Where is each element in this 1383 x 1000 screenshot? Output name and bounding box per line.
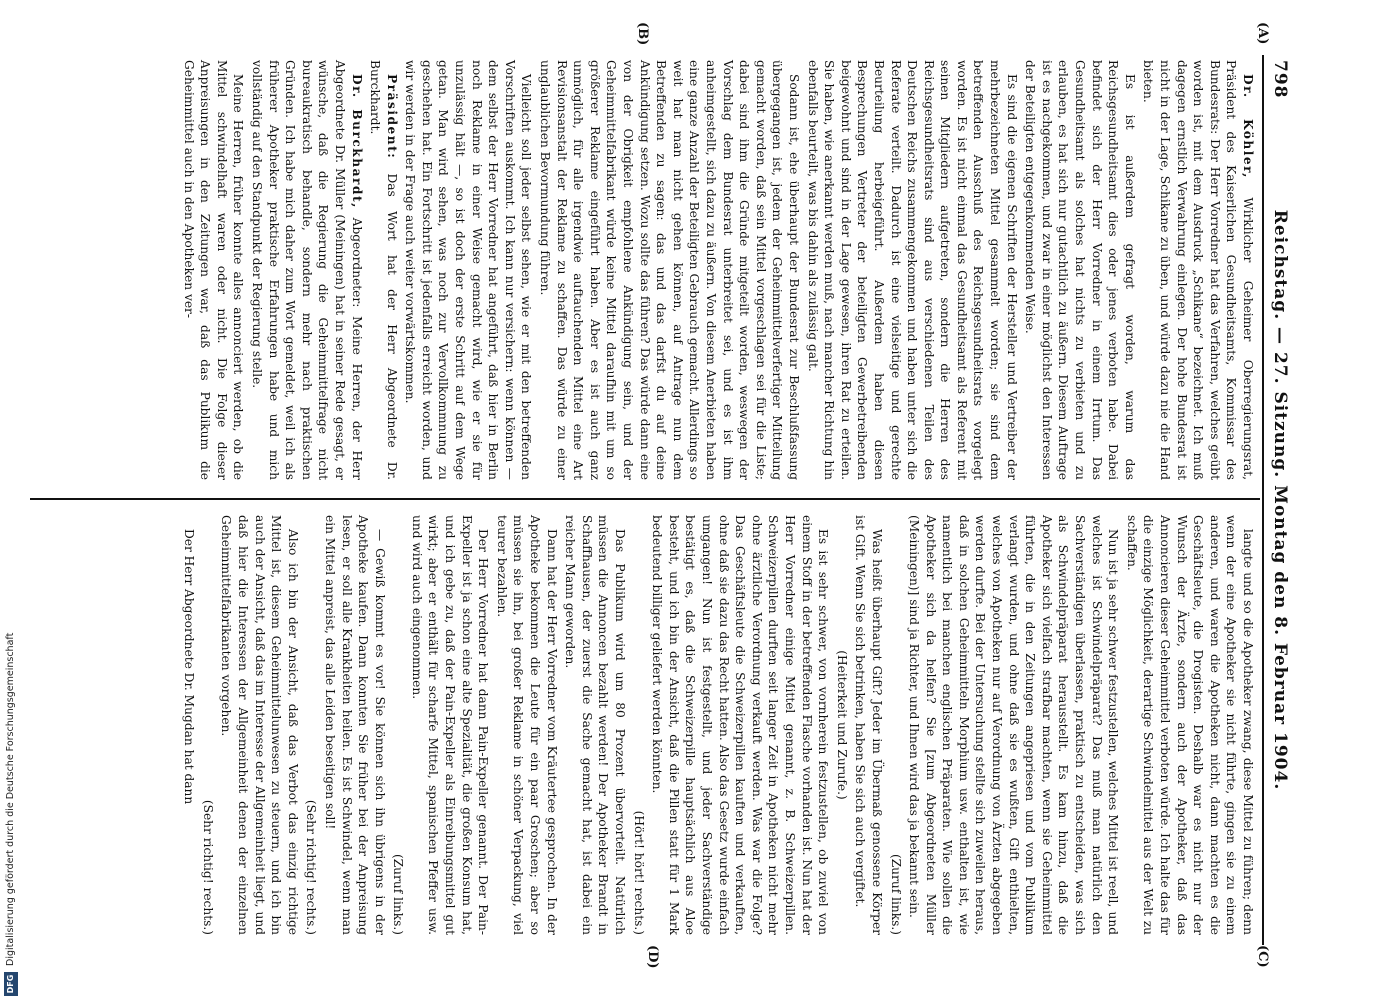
speaker-name: Dr. Burckhardt, [349,74,364,209]
speaker-name: Dr. Köhler, [1241,74,1255,179]
margin-marker-b: (B) [635,22,650,46]
paragraph: Meine Herren, früher konnte alles annonciert werden, ob die Mittel schwindelhaft waren oder nicht. Die Folge dieser Anpreisungen in den Zeitungen war, daß das Publikum die Geheimmittel auch in den Apotheken ver- [181,60,246,480]
paragraph [367,60,400,480]
interjection: (Hört! hört! rechts.) [631,810,646,935]
column-divider [30,498,1260,500]
paragraph: Was heißt überhaupt Gift? Jeder im Übermaß genossene Körper ist Gift. Wenn Sie sich betrinken, haben Sie sich auch vergiftet. [853,515,884,935]
interjection: (Sehr richtig! rechts.) [200,799,215,935]
page-header [1266,60,1296,940]
paragraph: Es ist außerdem gefragt worden, warum das Reichsgesundheitsamt dies oder jenes verboten habe. Dabei befindet sich der Herr Vorredner in einem Irrtum. Das Gesundheitsamt als solches hat nichts zu verbieten und zu erlauben, es hat sich nur gutachtlich zu äußern. Diesem Auftrage ist es nachgekommen, und zwar in einer möglichst den Interessen der Beteiligten entgegenkommenden Weise. [1023,60,1137,480]
interjection: (Heiterkeit und Zurufe.) [834,650,849,800]
paragraph-text: Abgeordneter: Meine Herren, der Herr Abgeordnete Dr. Müller (Meiningen) hat in seiner Rede gesagt, er wünsche, daß die Regierung die Geheimmittelfrage nicht bureaukratisch behandle, sondern mehr nach praktischen Gründen. Ich habe mich daher zum Wort gemeldet, weil ich als früherer Apotheker praktische Erfahrungen habe und mich vollständig auf den Standpunkt der Regierung stelle. [249,60,364,480]
paragraph: Der Herr Abgeordnete Dr. Mugdan hat dann [182,529,197,805]
paragraph: Vielleicht soll jeder selbst sehen, wie er mit den betreffenden Vorschriften auskommt. Ich kann nur versichern: wenn können — dem selbst der Herr Vorredner hat angeführt, daß hier in Berlin noch Reklame in einer Weise gemacht wird, wie er sie für unzulässig hält —, so ist doch der erste Schritt auf dem Wege getan. Man wird sehen, was noch zur Vervollkommnung zu geschehen hat. Ein Fortschritt ist jedenfalls erreicht worden, und wir werden in der Frage auch weiter vorwärtskommen. [403,60,534,480]
header-rule [1262,55,1264,945]
paragraph: Dann hat der Herr Vorredner vom Kräutertee gesprochen. In der Apotheke bekommen die Leute für ein paar Groschen; aber so müssen sie ihn, bei großer Reklame in schöner Verpackung, viel teurer bezahlen. [494,515,559,935]
interjection: (Zuruf links.) [391,853,406,935]
paragraph: langte und so die Apotheker zwang, diese Mittel zu führen; denn wenn der eine Apotheker sie nicht führte, gingen sie zu einem anderen, und waren die Apotheken nicht, dann machten es die Geschäftsleute, die Drogisten. Deshalb war es nicht nur der Wunsch der Ärzte, sondern auch der Apotheker, daß das Annoncieren dieser Geheimmittel verboten würde. Ich halte das für die einzige Möglichkeit, derartige Schwindelmittel aus der Welt zu schaffen. [1124,515,1255,935]
digitization-note [0,0,24,1000]
paragraph-text: Das Wort hat der Herr Abgeordnete Dr. Burckhardt. [368,60,399,481]
interjection: (Sehr richtig! rechts.) [304,799,319,935]
digitization-credit: Digitalisierung gefördert durch die Deutsche Forschungsgemeinschaft [5,632,16,966]
right-column [179,515,1256,935]
left-column [178,60,1256,480]
paragraph: Nun ist ja sehr schwer festzustellen, welches Mittel ist reell, und welches ist Schwindelpräparat? Das muß man natürlich den Sachverständigen überlassen, praktisch zu entscheiden, was sich als Schwindelpräparat herausstellt. Es kam hinzu, daß die Apotheker sich vielfach strafbar machten, wenn sie Geheimmittel führten, die in den Zeitungen angepriesen und vom Publikum verlangt wurden, und ohne daß sie es wußten, Gift enthielten, welches von Apotheken nur auf Verordnung von Ärzten abgegeben werden durfte. Bei der Untersuchung stellte sich zuweilen heraus, daß in solchen Geheimmitteln Morphium usw. enthalten ist, wie namentlich bei manchen englischen Präparaten. Wie sollen die Apotheker sich da helfen? Sie [zum Abgeordneten Müller (Meiningen)] sind ja Richter, und Ihnen wird das ja bekannt sein. [907,515,1121,935]
paragraph [1140,60,1256,480]
speaker-name: Präsident: [384,74,399,160]
paragraph: Der Herr Vorredner hat dann Pain-Expeller genannt. Der Pain-Expeller ist ja schon eine alte Spezialität, die großen Konsum hat, und ich gebe zu, daß der Pain-Expeller als Einreibungsmittel gut wirkt; aber er enthält für scharfe Mittel, spanischen Pfeffer usw. und wird auch eingenommen. [409,515,491,935]
running-head: Reichstag. — 27. Sitzung. Montag den 8. Februar 1904. [1270,209,1290,791]
margin-marker-c: (C) [1255,945,1270,968]
interjection: (Zuruf links.) [888,853,903,935]
paragraph: — Gewiß kommt es vor! Sie können sich ihn übrigens in der Apotheke kaufen. Dann konnten Sie früher bei der Anpreisung lesen, er soll alle Krankheiten heilen. Es ist Schwindel, wenn man ein Mittel anpreist, das alle Leiden beseitigen soll! [322,515,387,935]
paragraph [248,60,364,480]
margin-marker-d: (D) [645,945,660,969]
paragraph: Also ich bin der Ansicht, daß das Verbot das einzig richtige Mittel ist, diesem Geheimmittelunwesen zu steuern, und ich bin auch der Ansicht, daß das im Interesse der Allgemeinheit liegt, und daß hier die Interessen der Allgemeinheit denen der einzelnen Geheimmittelfabrikanten vorgehen. [219,515,300,935]
paragraph: Das Publikum wird um 80 Prozent übervorteilt. Natürlich müssen die Annoncen bezahlt werden! Der Apotheker Brandt in Schaffhausen, der zuerst die Sache gemacht hat, ist dabei ein reicher Mann geworden. [563,515,628,935]
paragraph: Es ist sehr schwer, von vornherein festzustellen, ob zuviel von einem Stoff in der betreffenden Flasche vorhanden ist. Nun hat der Herr Vorredner einige Mittel genannt, z. B. Schweizerpillen. Schweizerpillen durften seit langer Zeit in Apotheken nicht mehr ohne ärztliche Verordnung verkauft werden. Was war die Folge? Das Geschäftsleute die Schweizerpillen kauften und verkauften, ohne daß sie dazu das Recht hatten. Also das Gesetz wurde einfach umgangen! Nun ist festgestellt, und jeder Sachverständige bestätigt es, daß die Schweizerpille hauptsächlich aus Aloe besteht, und ich bin der Ansicht, daß die Pillen statt für 1 Mark bedeutend billiger geliefert werden könnten. [650,515,831,935]
margin-marker-a: (A) [1255,22,1270,45]
paragraph-text: Wirklicher Geheimer Oberregierungsrat, Präsident des Kaiserlichen Gesundheitsamts, Kommissar des Bundesrats: Der Herr Vorredner hat das Verfahren, welches geübt worden ist, mit dem Ausdruck „Schikane“ bezeichnet. Ich muß dagegen ernstlich Verwahrung einlegen. Der hohe Bundesrat ist nicht in der Lage, Schikane zu üben, und würde dazu nie die Hand bieten. [1141,60,1255,480]
paragraph: Sodann ist, ehe überhaupt der Bundesrat zur Beschlußfassung übergegangen ist, jedem der Geheimmittelverfertiger Mitteilung gemacht worden, daß sein Mittel vorgeschlagen sei für die Liste; dabei sind ihm die Gründe mitgeteilt worden, weswegen der Vorschlag dem Bundesrat unterbreitet sei, und es ist ihm anheimgestellt, sich dazu zu äußern. Von diesem Anerbieten haben eine ganze Anzahl der Beteiligten Gebrauch gemacht. Allerdings so weit hat man nicht gehen können, auf Antrage nun dem Betreffenden zu sagen: das und das darfst du auf deine Ankündigung setzen. Wozu sollte das führen? Das würde dann eine von der Obrigkeit empfohlene Ankündigung sein, und der Geheimmittelfabrikant würde keine Mittel daraufhin mit um so größerer Reklame eingeführt haben. Aber es ist auch ganz unmöglich, für alle irgendwie auftauchenden Mittel eine Art Revisionsanstalt der Reklame zu schaffen. Das würde zu einer unglaublichen Bevormundung führen. [538,60,801,480]
page-number: 798 [1270,60,1290,99]
paragraph: Es sind die eigenen Schriften der Hersteller und Vertreiber der mehrbezeichneten Mittel gesammelt worden; sie sind dem betreffenden Ausschuß des Reichsgesundheitsrats vorgelegt worden. Es ist nicht einmal das Gesundheitsamt als Referent mit seinen Mitgliedern aufgetreten, sondern die Herren des Reichsgesundheitsrats sind aus verschiedenen Teilen des Deutschen Reichs zusammengekommen und haben unter sich die Referate verteilt. Dadurch ist eine vielseitige und gerechte Beurteilung herbeigeführt. Außerdem haben diesen Besprechungen Vertreter der beteiligten Gewerbetreibenden beigewohnt und sind in der Lage gewesen, ihren Rat zu erteilen. Sie haben, wie anerkannt werden muß, nach mancher Richtung hin ebenfalls beurteilt, was bis dahin als zulässig galt. [805,60,1019,480]
dfg-logo: DFG [4,972,18,996]
